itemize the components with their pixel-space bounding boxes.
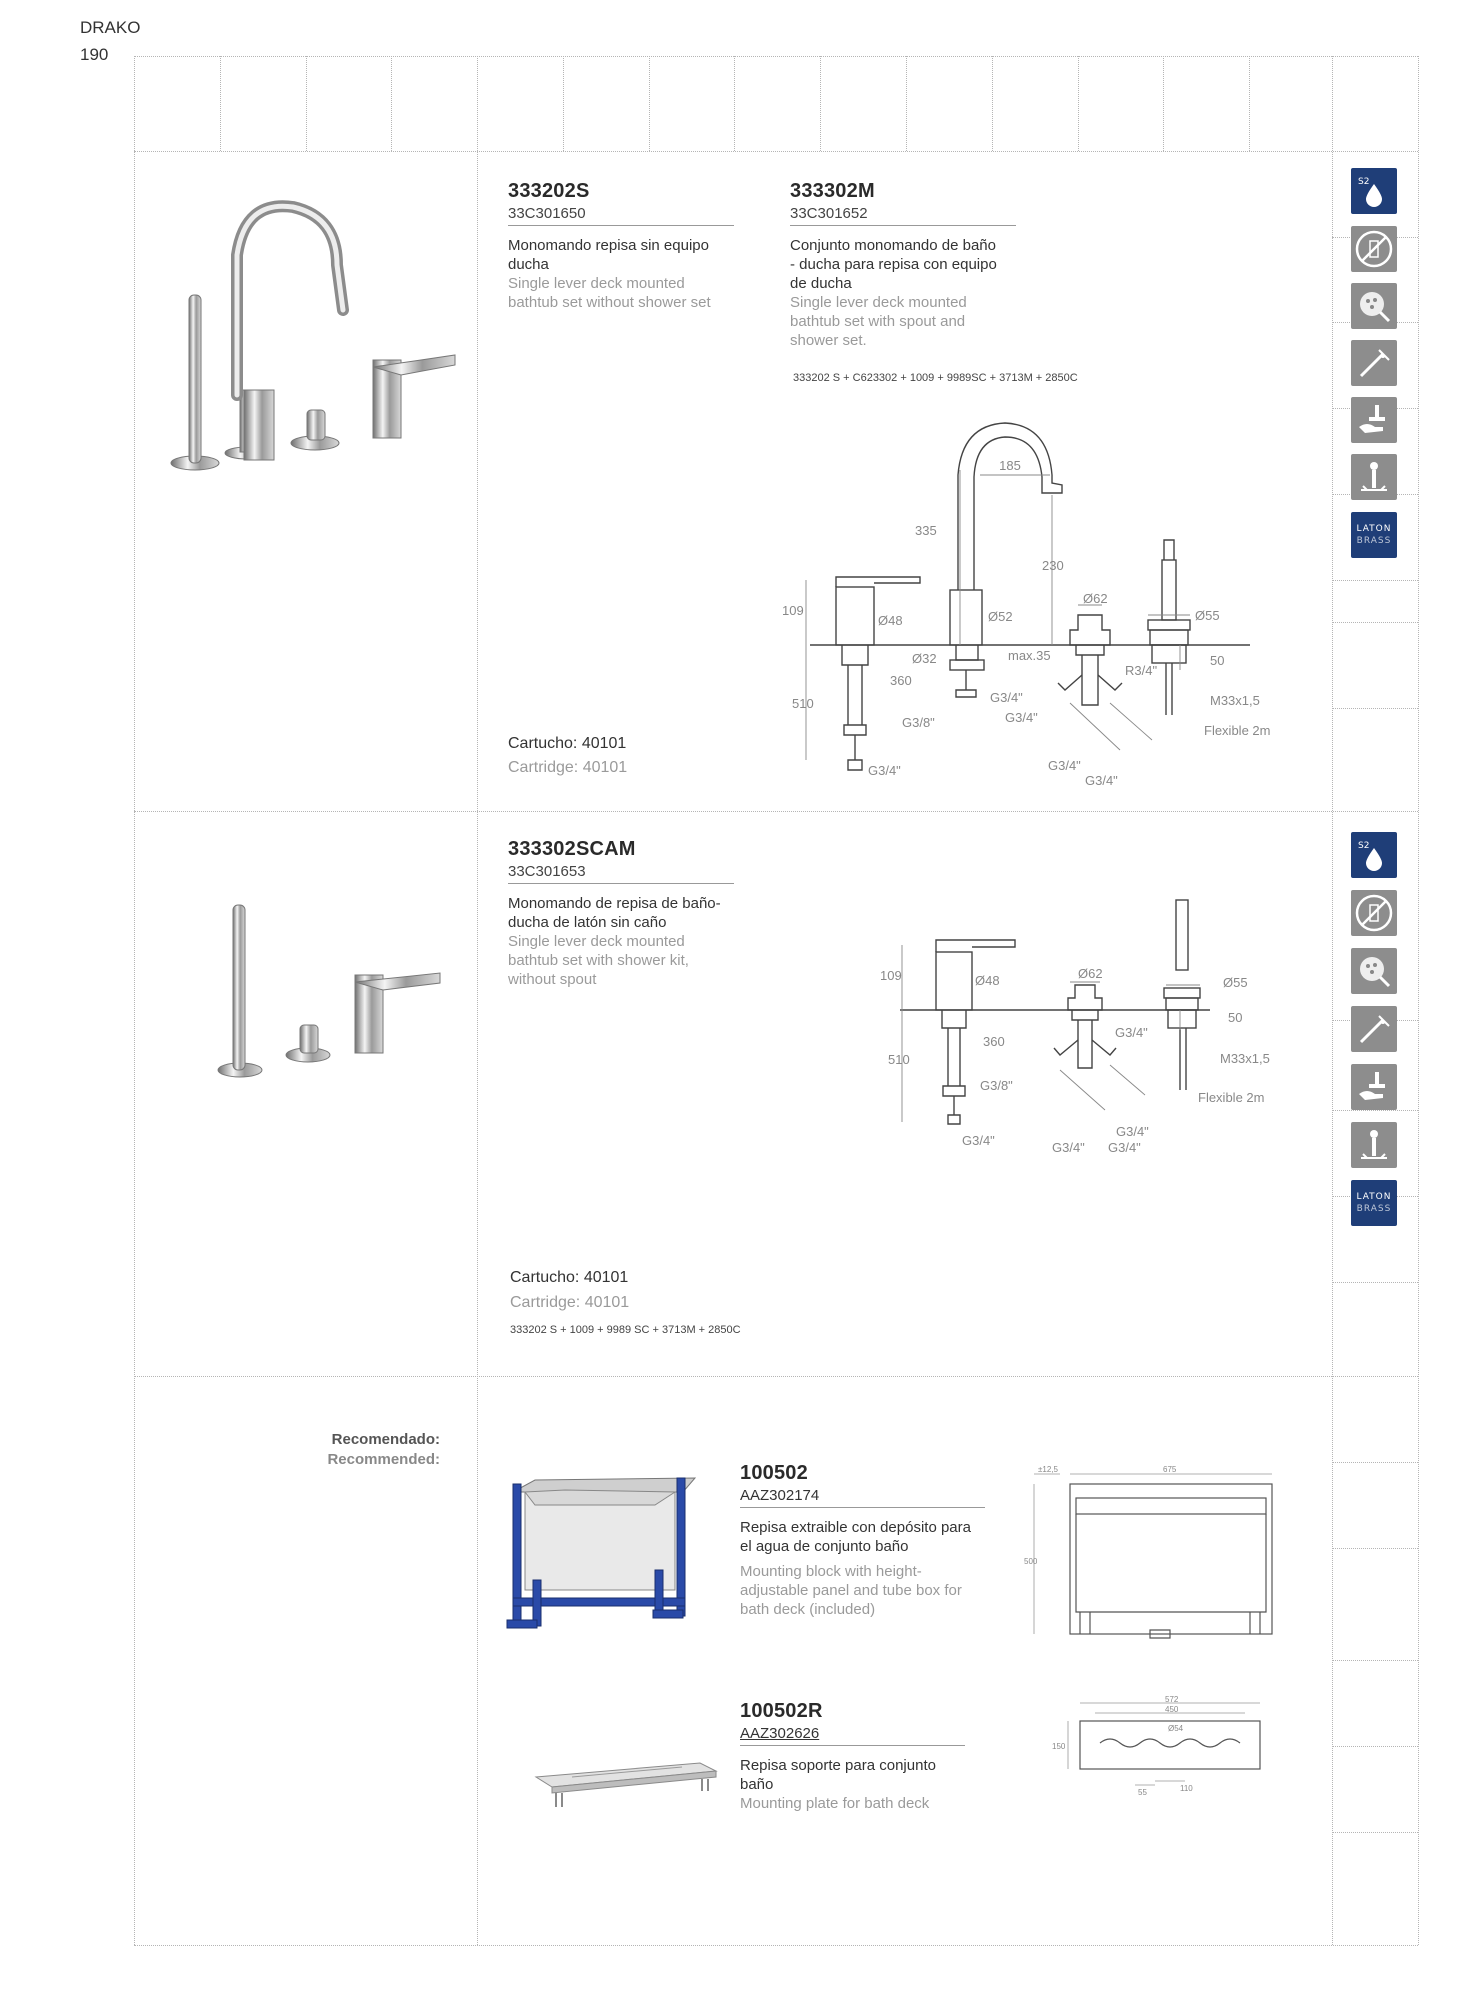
component-combination: 333202 S + C623302 + 1009 + 9989SC + 3713M + 2850C bbox=[793, 372, 1078, 384]
cartridge-es: Cartucho: 40101 bbox=[508, 735, 627, 752]
svg-text:S2: S2 bbox=[1358, 177, 1370, 187]
description-en: shower set. bbox=[790, 332, 867, 349]
product-reference: 33C301653 bbox=[508, 863, 734, 884]
product-reference: 33C301650 bbox=[508, 205, 734, 226]
dim-360: 360 bbox=[983, 1034, 1005, 1049]
description-es: Conjunto monomando de baño bbox=[790, 237, 996, 254]
dim-d54: Ø54 bbox=[1168, 1724, 1184, 1733]
dim-450: 450 bbox=[1165, 1705, 1179, 1714]
aerator-icon bbox=[1351, 283, 1397, 329]
dim-50: 50 bbox=[1210, 653, 1225, 668]
product-code: 333302SCAM bbox=[508, 838, 636, 860]
flow-limiter-icon bbox=[1351, 1122, 1397, 1168]
product-block-333302SCAM bbox=[508, 838, 734, 989]
dim-max35: max.35 bbox=[1008, 648, 1051, 663]
dim-g34: G3/4" bbox=[1052, 1140, 1085, 1155]
hand-shower-icon bbox=[1351, 340, 1397, 386]
description-en: Mounting plate for bath deck bbox=[740, 1795, 930, 1812]
hand-operation-icon bbox=[1351, 397, 1397, 443]
dim-m33: M33x1,5 bbox=[1210, 693, 1260, 708]
dim-height-adjust: ±12,5 bbox=[1038, 1465, 1058, 1474]
dim-109: 109 bbox=[880, 968, 902, 983]
brass-icon bbox=[1351, 1180, 1397, 1226]
description-en: bathtub set without shower set bbox=[508, 294, 711, 311]
description-es: ducha bbox=[508, 256, 549, 273]
dim-d55: Ø55 bbox=[1195, 608, 1220, 623]
mounting-plate-photo bbox=[532, 1755, 722, 1815]
description-en: bathtub set with spout and bbox=[790, 313, 966, 330]
description-es: de ducha bbox=[790, 275, 852, 292]
product-code: 333202S bbox=[508, 180, 590, 202]
description-es: el agua de conjunto baño bbox=[740, 1538, 909, 1555]
product-reference: 33C301652 bbox=[790, 205, 1016, 226]
accessory-block-100502R bbox=[740, 1700, 965, 1813]
page-number: 190 bbox=[80, 45, 109, 64]
recommended-es: Recomendado: bbox=[331, 1431, 440, 1448]
dim-d62: Ø62 bbox=[1078, 966, 1103, 981]
faucet-photo-shower-kit bbox=[195, 845, 455, 1095]
description-es: baño bbox=[740, 1776, 774, 1793]
dim-d48: Ø48 bbox=[878, 613, 903, 628]
cartridge-es: Cartucho: 40101 bbox=[510, 1269, 629, 1286]
cartridge-en: Cartridge: 40101 bbox=[508, 759, 628, 776]
recommended-label bbox=[240, 1430, 440, 1470]
mounting-block-drawing bbox=[1020, 1462, 1290, 1652]
brass-label-es: LATON bbox=[1356, 1192, 1392, 1202]
s2-water-saving-icon bbox=[1351, 832, 1397, 878]
description-es: Monomando de repisa de baño- bbox=[508, 895, 721, 912]
technical-drawing-333302SCAM bbox=[880, 890, 1300, 1160]
dim-d62: Ø62 bbox=[1083, 591, 1108, 606]
component-combination: 333202 S + 1009 + 9989 SC + 3713M + 2850C bbox=[510, 1324, 741, 1336]
dim-510: 510 bbox=[888, 1052, 910, 1067]
dim-d52: Ø52 bbox=[988, 609, 1013, 624]
accessory-block-100502 bbox=[740, 1462, 985, 1619]
brass-icon bbox=[1351, 512, 1397, 558]
dim-335: 335 bbox=[915, 523, 937, 538]
dim-r34: R3/4" bbox=[1125, 663, 1158, 678]
dim-150: 150 bbox=[1052, 1742, 1066, 1751]
cartridge-en: Cartridge: 40101 bbox=[510, 1294, 630, 1311]
technical-drawing-333302M bbox=[780, 415, 1320, 795]
dim-g34: G3/4" bbox=[868, 763, 901, 778]
dim-g34: G3/4" bbox=[1116, 1124, 1149, 1139]
brass-label-en: BRASS bbox=[1356, 1204, 1392, 1214]
description-es: Repisa extraible con depósito para bbox=[740, 1519, 971, 1536]
dim-g34: G3/4" bbox=[1005, 710, 1038, 725]
accessory-reference: AAZ302174 bbox=[740, 1487, 985, 1508]
description-en: Single lever deck mounted bbox=[508, 275, 685, 292]
description-en: Mounting block with height- bbox=[740, 1563, 922, 1580]
product-block-333202S bbox=[508, 180, 734, 312]
accessory-reference: AAZ302626 bbox=[740, 1725, 965, 1746]
mounting-plate-drawing bbox=[1040, 1695, 1280, 1805]
product-code: 333302M bbox=[790, 180, 875, 202]
product-block-333302M bbox=[790, 180, 1016, 350]
dim-g34: G3/4" bbox=[1108, 1140, 1141, 1155]
flow-limiter-icon bbox=[1351, 454, 1397, 500]
accessory-code: 100502 bbox=[740, 1462, 808, 1484]
dim-230: 230 bbox=[1042, 558, 1064, 573]
description-es: Repisa soporte para conjunto bbox=[740, 1757, 936, 1774]
description-es: ducha de latón sin caño bbox=[508, 914, 667, 931]
dim-d48: Ø48 bbox=[975, 973, 1000, 988]
dim-d32: Ø32 bbox=[912, 651, 937, 666]
dim-500: 500 bbox=[1024, 1557, 1038, 1566]
hand-operation-icon bbox=[1351, 1064, 1397, 1110]
dim-d55: Ø55 bbox=[1223, 975, 1248, 990]
dim-g38: G3/8" bbox=[980, 1078, 1013, 1093]
no-lead-icon bbox=[1351, 226, 1397, 272]
description-en: bath deck (included) bbox=[740, 1601, 876, 1618]
description-en: without spout bbox=[508, 971, 597, 988]
faucet-photo-deck-set bbox=[165, 195, 465, 480]
dim-g34: G3/4" bbox=[1048, 758, 1081, 773]
description-en: Single lever deck mounted bbox=[508, 933, 685, 950]
dim-m33: M33x1,5 bbox=[1220, 1051, 1270, 1066]
dim-510: 510 bbox=[792, 696, 814, 711]
brass-label-es: LATON bbox=[1356, 524, 1392, 534]
dim-flexible: Flexible 2m bbox=[1204, 723, 1271, 738]
mounting-block-photo bbox=[505, 1470, 705, 1640]
dim-360: 360 bbox=[890, 673, 912, 688]
dim-g34: G3/4" bbox=[1085, 773, 1118, 788]
dim-flexible: Flexible 2m bbox=[1198, 1090, 1265, 1105]
hand-shower-icon bbox=[1351, 1006, 1397, 1052]
dim-185: 185 bbox=[999, 458, 1021, 473]
dim-55: 55 bbox=[1138, 1788, 1147, 1797]
dim-g38: G3/8" bbox=[902, 715, 935, 730]
description-es: Monomando repisa sin equipo bbox=[508, 237, 709, 254]
description-en: Single lever deck mounted bbox=[790, 294, 967, 311]
aerator-icon bbox=[1351, 948, 1397, 994]
description-en: bathtub set with shower kit, bbox=[508, 952, 689, 969]
recommended-en: Recommended: bbox=[327, 1451, 440, 1468]
dim-50: 50 bbox=[1228, 1010, 1243, 1025]
no-lead-icon bbox=[1351, 890, 1397, 936]
description-es: - ducha para repisa con equipo bbox=[790, 256, 997, 273]
description-en: adjustable panel and tube box for bbox=[740, 1582, 962, 1599]
brass-label-en: BRASS bbox=[1356, 536, 1392, 546]
brand-name: DRAKO bbox=[80, 18, 141, 37]
dim-109: 109 bbox=[782, 603, 804, 618]
dim-g34: G3/4" bbox=[962, 1133, 995, 1148]
dim-110: 110 bbox=[1180, 1784, 1193, 1793]
svg-text:S2: S2 bbox=[1358, 841, 1370, 851]
s2-water-saving-icon bbox=[1351, 168, 1397, 214]
dim-g34: G3/4" bbox=[1115, 1025, 1148, 1040]
accessory-code: 100502R bbox=[740, 1700, 823, 1722]
dim-675: 675 bbox=[1163, 1465, 1177, 1474]
dim-g34: G3/4" bbox=[990, 690, 1023, 705]
dim-572: 572 bbox=[1165, 1695, 1179, 1704]
